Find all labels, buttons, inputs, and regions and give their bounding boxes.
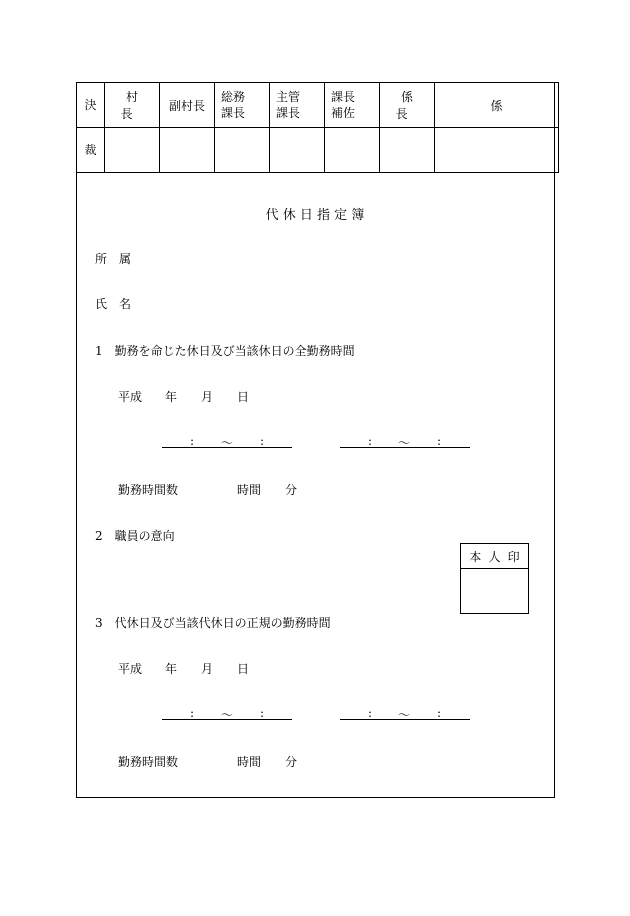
s1-timerange-1-line[interactable] xyxy=(162,447,292,448)
field-shozoku: 所 属 xyxy=(95,252,132,266)
header-soncho-label: 村長 xyxy=(120,90,149,121)
s3-end-colon: : xyxy=(260,706,265,720)
s3-hour-unit: 時間 xyxy=(237,755,262,769)
header-somu-kacho xyxy=(215,83,270,128)
section3-era: 平成 xyxy=(118,662,143,676)
kessai-cell-bottom xyxy=(77,128,105,173)
header-kakaricho-label: 係長 xyxy=(395,90,424,121)
stamp-box-kacho-hosa[interactable] xyxy=(325,128,380,173)
header-shukan-kacho xyxy=(270,83,325,128)
section1-year-unit: 年 xyxy=(165,390,178,404)
s3-hours-label: 勤務時間数 xyxy=(118,755,179,769)
header-shukan-line2: 課長 xyxy=(276,106,301,120)
stamp-box-somu-kacho[interactable] xyxy=(215,128,270,173)
s3-r2-tilde: 〜 xyxy=(398,708,411,722)
header-somu-line2: 課長 xyxy=(221,106,246,120)
section3-heading: 3 代休日及び当該代休日の正規の勤務時間 xyxy=(95,616,331,630)
stamp-box-soncho[interactable] xyxy=(105,128,160,173)
s3-timerange-1-line[interactable] xyxy=(162,719,292,720)
s1-end-colon: : xyxy=(260,434,265,448)
s3-timerange-2-line[interactable] xyxy=(340,719,470,720)
kessai-char-2: 裁 xyxy=(84,143,97,157)
section3-month-unit: 月 xyxy=(201,662,214,676)
seal-box[interactable] xyxy=(460,543,529,614)
section2-heading: 2 職員の意向 xyxy=(95,529,175,543)
section1-heading: 1 勤務を命じた休日及び当該休日の全勤務時間 xyxy=(95,344,355,358)
header-soncho xyxy=(105,83,160,128)
s3-r2-start-colon: : xyxy=(368,706,373,720)
header-kakari xyxy=(435,83,559,128)
kessai-char-1: 決 xyxy=(84,98,97,112)
document-title: 代 休 日 指 定 簿 xyxy=(265,208,365,223)
header-kakari-label: 係 xyxy=(490,98,503,113)
stamp-box-kakaricho[interactable] xyxy=(380,128,435,173)
s1-r2-start-colon: : xyxy=(368,434,373,448)
header-fukusoncho-label: 副村長 xyxy=(168,98,205,113)
approval-table xyxy=(76,82,559,173)
header-fukusoncho xyxy=(160,83,215,128)
kessai-cell-top xyxy=(77,83,105,128)
form-frame xyxy=(76,82,555,798)
stamp-box-fukusoncho[interactable] xyxy=(160,128,215,173)
s1-min-unit: 分 xyxy=(285,483,298,497)
header-kacho-hosa xyxy=(325,83,380,128)
s1-start-colon: : xyxy=(190,434,195,448)
s1-timerange-2-line[interactable] xyxy=(340,447,470,448)
header-shukan-line1: 主管 xyxy=(276,90,301,104)
s1-r2-end-colon: : xyxy=(437,434,442,448)
s3-r2-end-colon: : xyxy=(437,706,442,720)
s3-start-colon: : xyxy=(190,706,195,720)
s1-start-tilde: 〜 xyxy=(221,436,234,450)
s1-hour-unit: 時間 xyxy=(237,483,262,497)
stamp-box-kakari[interactable] xyxy=(435,128,559,173)
s3-min-unit: 分 xyxy=(285,755,298,769)
section1-month-unit: 月 xyxy=(201,390,214,404)
section3-year-unit: 年 xyxy=(165,662,178,676)
section1-era: 平成 xyxy=(118,390,143,404)
s1-r2-tilde: 〜 xyxy=(398,436,411,450)
section3-day-unit: 日 xyxy=(237,662,250,676)
header-somu-line1: 総務 xyxy=(221,90,246,104)
section1-day-unit: 日 xyxy=(237,390,250,404)
s1-hours-label: 勤務時間数 xyxy=(118,483,179,497)
header-hosa-line1: 課長 xyxy=(331,90,356,104)
s3-start-tilde: 〜 xyxy=(221,708,234,722)
stamp-box-shukan-kacho[interactable] xyxy=(270,128,325,173)
header-hosa-line2: 補佐 xyxy=(331,106,356,120)
field-shimei: 氏 名 xyxy=(95,297,132,311)
header-kakaricho xyxy=(380,83,435,128)
seal-label: 本人印 xyxy=(461,544,528,569)
